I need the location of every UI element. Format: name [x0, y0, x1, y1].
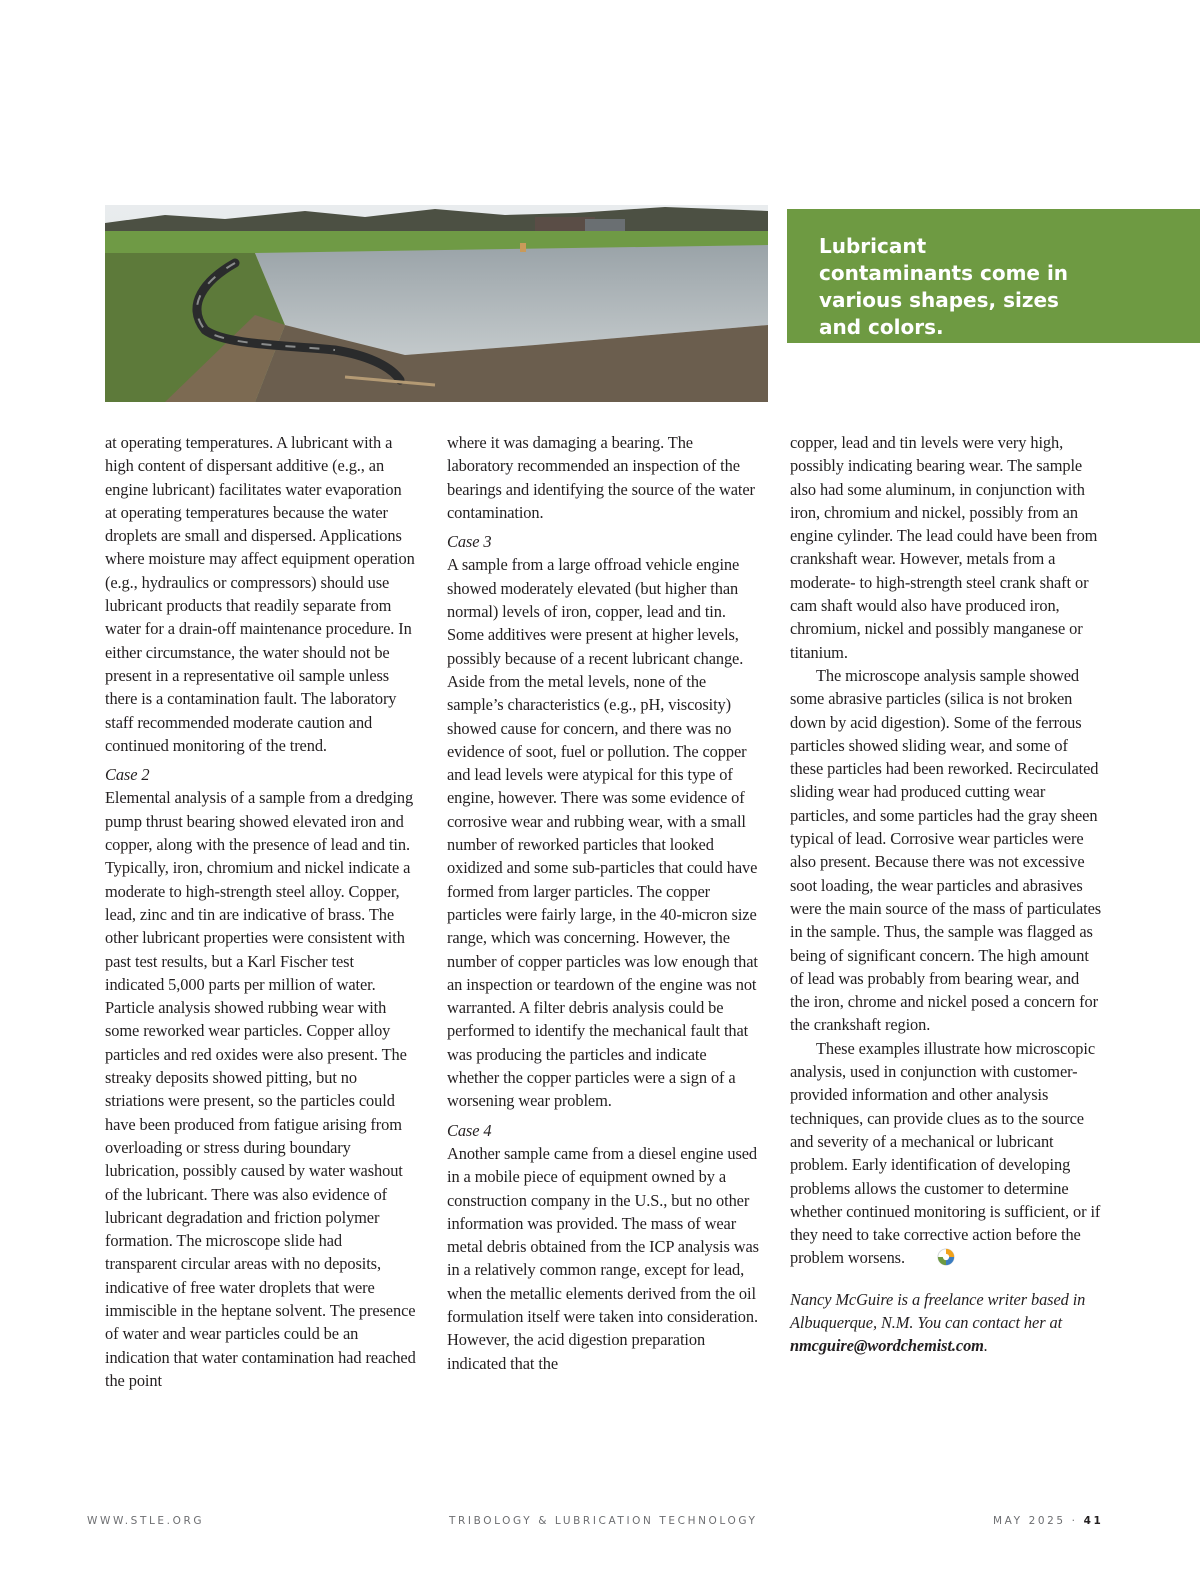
case-3-heading: Case 3 — [447, 532, 492, 552]
footer-date: MAY 2025 — [993, 1515, 1066, 1527]
article-column-2 — [447, 431, 759, 1375]
landscape-photo — [105, 205, 768, 402]
author-bio — [790, 1288, 1102, 1358]
callout-box — [787, 209, 1200, 343]
footer-publication-title: TRIBOLOGY & LUBRICATION TECHNOLOGY — [449, 1515, 758, 1527]
landscape-photo-icon — [105, 205, 768, 402]
case-2-heading: Case 2 — [105, 765, 150, 785]
closing-text: These examples illustrate how microscopic analysis, used in conjunction with customer-provided information and other analysis techniques, can provide clues as to the source and severity of a mechanical or lubricant problem. Early identification of developing problems allows the customer to determine whether continued monitoring is sufficient, or if they need to take corrective action before the problem worsens. — [790, 1038, 1101, 1268]
author-bio-text: Nancy McGuire is a freelance writer based in Albuquerque, N.M. You can contact her at — [790, 1289, 1086, 1332]
column3-paragraph-2: The microscope analysis sample showed some abrasive particles (silica is not broken down by acid digestion). Some of the ferrous particles showed sliding wear, and some of these particles had been reworked. Recirculated sliding wear had produced cutting wear particles, and some particles had the gray sheen typical of lead. Corrosive wear particles were also present. Because there was not excessive soot loading, the wear particles and abrasives were the main source of the mass of particulates in the sample. Thus, the sample was flagged as being of significant concern. The high amount of lead was probably from bearing wear, and the iron, chrome and nickel posed a concern for the crankshaft region. — [790, 665, 1102, 1035]
author-email-link[interactable]: nmcguire@wordchemist.com — [790, 1336, 984, 1356]
column3-paragraph-1: copper, lead and tin levels were very high, possibly indicating bearing wear. The sample also had some aluminum, in conjunction with iron, chromium and nickel, possibly from an engine cylinder. The lead could have been from crankshaft wear. However, metals from a moderate- to high-strength steel crank shaft or cam shaft would also have produced iron, chromium, nickel and possibly manganese or titanium. — [790, 433, 1098, 662]
footer-date-page — [993, 1515, 1103, 1527]
stle-end-mark-icon — [911, 1248, 929, 1266]
page-number: 41 — [1083, 1515, 1104, 1527]
article-column-1 — [105, 431, 417, 1392]
callout-text: Lubricant contaminants come in various shapes, sizes and colors. — [819, 234, 1069, 339]
author-bio-end: . — [983, 1336, 988, 1356]
footer-website[interactable]: WWW.STLE.ORG — [87, 1515, 205, 1527]
column2-paragraph-1: where it was damaging a bearing. The laboratory recommended an inspection of the bearings and identifying the source of the water contamination. — [447, 433, 755, 522]
case-4-heading: Case 4 — [447, 1120, 492, 1140]
footer-separator: · — [1071, 1515, 1078, 1527]
column3-paragraph-3 — [790, 1037, 1102, 1270]
column2-paragraph-2: A sample from a large offroad vehicle engine showed moderately elevated (but higher than normal) levels of iron, copper, lead and tin. Some additives were present at higher levels, possibly because of a recent lubricant change. Aside from the metal levels, none of the sample’s characteristics (e.g., pH, viscosity) showed cause for concern, and there was no evidence of soot, fuel or pollution. The copper and lead levels were atypical for this type of engine, however. There was some evidence of corrosive wear and rubbing wear, with a small number of reworked particles that looked oxidized and some sub-particles that could have formed from larger particles. The copper particles were fairly large, in the 40-micron size range, which was concerning. However, the number of copper particles was low enough that an inspection or teardown of the engine was not warranted. A filter debris analysis could be performed to identify the mechanical fault that was producing the particles and indicate whether the copper particles were a sign of a worsening wear problem. — [447, 555, 758, 1111]
column1-paragraph-1: at operating temperatures. A lubricant with a high content of dispersant additive (e.g., an engine lubricant) facilitates water evaporation at operating temperatures because the water droplets are small and dispersed. Applications where moisture may affect equipment operation (e.g., hydraulics or compressors) should use lubricant products that readily separate from water for a drain-off maintenance procedure. In either circumstance, the water should not be present in a representative oil sample unless there is a contamination fault. The laboratory staff recommended moderate caution and continued monitoring of the trend. — [105, 433, 415, 755]
column1-paragraph-2: Elemental analysis of a sample from a dredging pump thrust bearing showed elevated iron and copper, along with the presence of lead and tin. Typically, iron, chromium and nickel indicate a moderate to high-strength steel alloy. Copper, lead, zinc and tin are indicative of brass. The other lubricant properties were consistent with past test results, but a Karl Fischer test indicated 5,000 parts per million of water. Particle analysis showed rubbing wear with some reworked wear particles. Copper alloy particles and red oxides were also present. The streaky deposits showed pitting, but no striations were present, so the particles could have been produced from fatigue arising from overloading or stress during boundary lubrication, possibly caused by water washout of the lubricant. There was also evidence of lubricant degradation and friction polymer formation. The microscope slide had transparent circular areas with no deposits, indicative of free water droplets that were immiscible in the heptane solvent. The presence of water and wear particles could be an indication that water contamination had reached the point — [105, 788, 416, 1390]
column2-paragraph-3: Another sample came from a diesel engine used in a mobile piece of equipment owned by a construction company in the U.S., but no other information was provided. The mass of wear metal debris obtained from the ICP analysis was in a relatively common range, except for lead, when the metallic elements derived from the oil formulation itself were taken into consideration. However, the acid digestion preparation indicated that the — [447, 1143, 759, 1373]
article-column-3 — [790, 431, 1102, 1358]
